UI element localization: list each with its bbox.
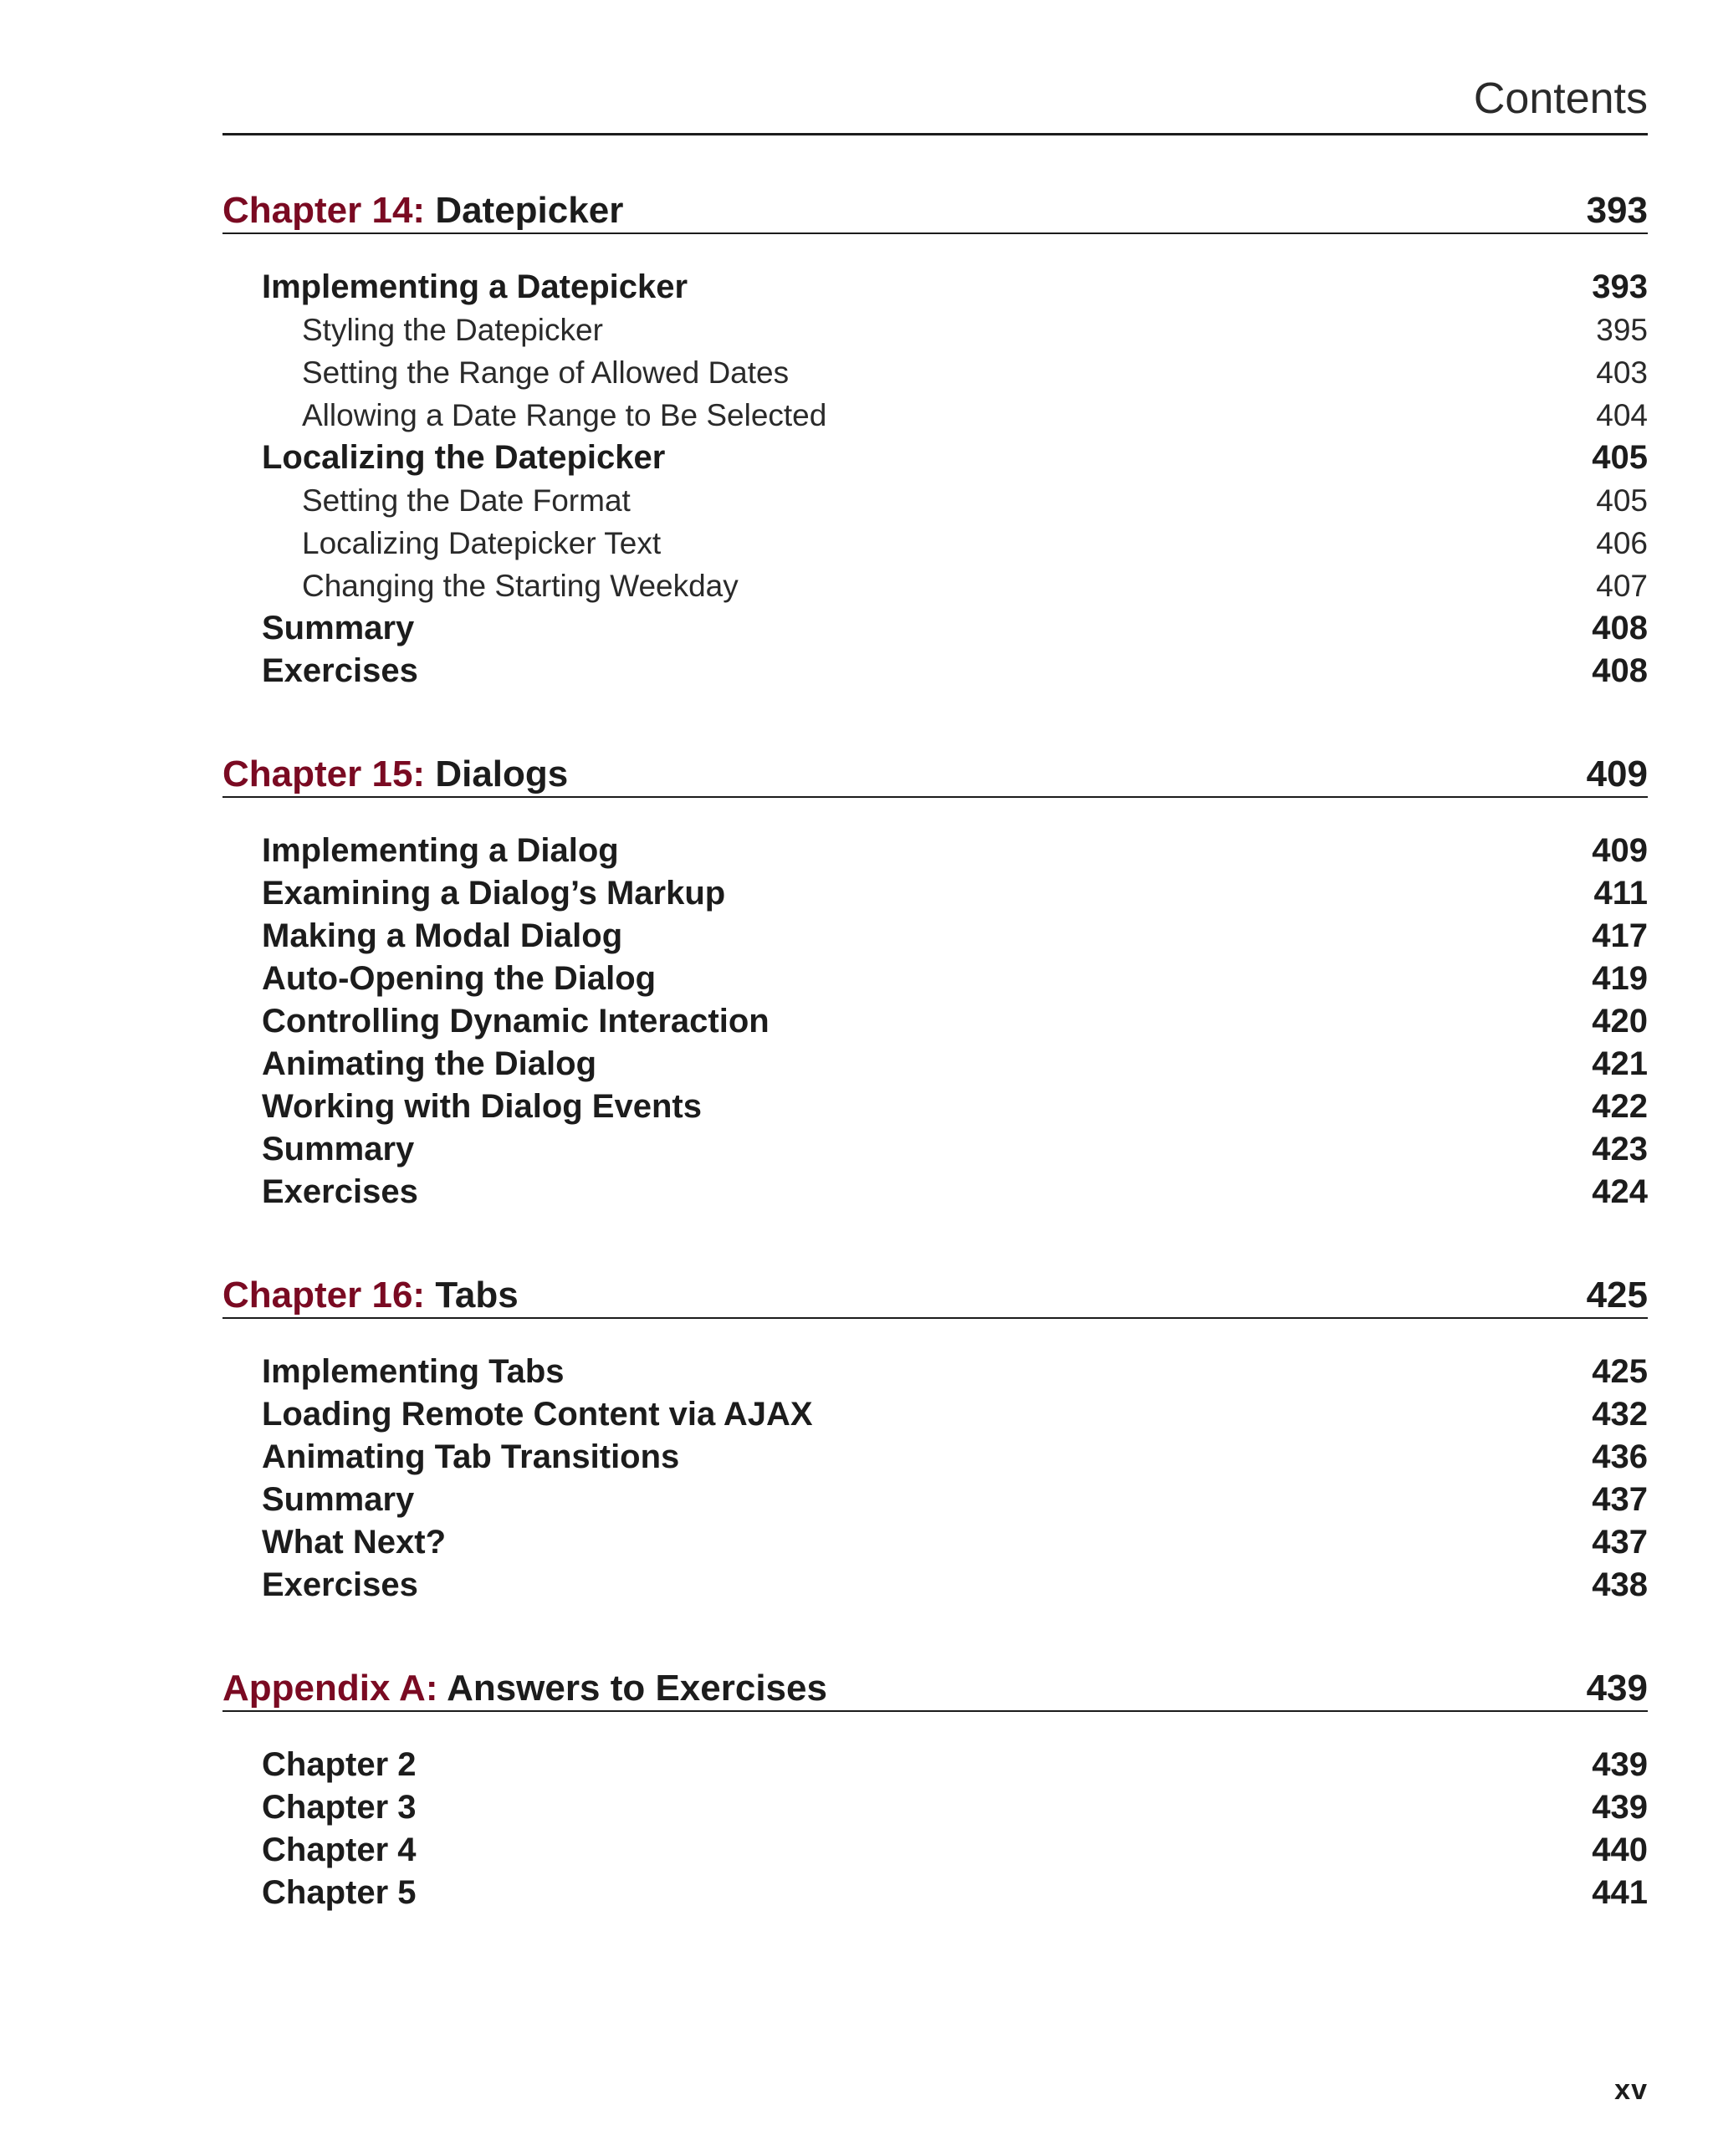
toc-entry-title: Exercises (262, 652, 418, 689)
toc-entry-title: Chapter 4 (262, 1832, 417, 1868)
chapter-title: Datepicker (435, 190, 624, 231)
toc-entry[interactable] (222, 437, 1648, 479)
toc-entry-page: 411 (1593, 875, 1648, 912)
chapter-heading[interactable] (222, 1264, 1648, 1319)
toc-entry-title: Animating Tab Transitions (262, 1438, 680, 1475)
chapter-section (222, 179, 1648, 692)
toc-entry-page: 403 (1596, 355, 1648, 390)
toc-entry[interactable] (222, 1521, 1648, 1564)
chapter-title: Answers to Exercises (447, 1668, 827, 1709)
toc-entry-title: Styling the Datepicker (302, 313, 603, 347)
toc-entry-title: Exercises (262, 1173, 418, 1210)
toc-entry-page: 436 (1592, 1438, 1648, 1475)
chapter-entries (222, 1319, 1648, 1607)
toc-entry-page: 425 (1592, 1353, 1648, 1390)
chapter-prefix: Chapter 14: (222, 190, 426, 231)
toc-entry-page: 438 (1592, 1566, 1648, 1603)
toc-entry-title: Chapter 3 (262, 1789, 417, 1826)
toc-entry-page: 441 (1592, 1874, 1648, 1911)
toc-entry-title: Animating the Dialog (262, 1045, 596, 1082)
chapter-label (222, 756, 568, 793)
page-number: xv (1614, 2074, 1648, 2106)
toc-entry[interactable] (222, 309, 1648, 351)
chapter-page-number: 439 (1586, 1668, 1648, 1709)
running-header (222, 0, 1648, 135)
toc-entry-title: Chapter 2 (262, 1746, 417, 1783)
chapter-section (222, 1264, 1648, 1607)
toc-entry-page: 393 (1592, 268, 1648, 305)
chapter-title: Tabs (435, 1275, 519, 1316)
toc-entry-page: 405 (1592, 439, 1648, 476)
chapter-prefix: Chapter 16: (222, 1275, 426, 1316)
toc-entry[interactable] (222, 607, 1648, 650)
toc-entry-page: 422 (1592, 1088, 1648, 1125)
toc-entry-page: 405 (1596, 483, 1648, 518)
toc-entry-page: 409 (1592, 832, 1648, 869)
toc-entry-page: 408 (1592, 610, 1648, 646)
toc-entry-page: 407 (1596, 569, 1648, 603)
toc-entry-page: 439 (1592, 1746, 1648, 1783)
toc-entry[interactable] (222, 1351, 1648, 1393)
toc-entry-page: 424 (1592, 1173, 1648, 1210)
toc-entry[interactable] (222, 650, 1648, 692)
chapter-label (222, 1670, 827, 1707)
toc-entry-title: Working with Dialog Events (262, 1088, 702, 1125)
toc-entry-title: Auto-Opening the Dialog (262, 960, 657, 997)
toc-entry-page: 440 (1592, 1832, 1648, 1868)
toc-entry[interactable] (222, 1128, 1648, 1171)
toc-entry[interactable] (222, 1000, 1648, 1043)
toc-entry-page: 437 (1592, 1524, 1648, 1561)
chapter-label (222, 192, 623, 229)
toc-entry-title: Examining a Dialog’s Markup (262, 875, 726, 912)
toc-entry-title: What Next? (262, 1524, 446, 1561)
toc-entry-page: 395 (1596, 313, 1648, 347)
page-title: Contents (1473, 74, 1648, 123)
toc-entry-page: 417 (1592, 917, 1648, 954)
toc-entry-page: 408 (1592, 652, 1648, 689)
chapter-heading[interactable] (222, 1657, 1648, 1712)
table-of-contents (222, 179, 1648, 1914)
toc-entry[interactable] (222, 830, 1648, 872)
toc-entry[interactable] (222, 1171, 1648, 1213)
toc-entry-title: Implementing Tabs (262, 1353, 565, 1390)
toc-entry[interactable] (222, 1086, 1648, 1128)
chapter-prefix: Appendix A: (222, 1668, 438, 1709)
toc-entry-title: Localizing the Datepicker (262, 439, 666, 476)
toc-entry[interactable] (222, 394, 1648, 437)
toc-entry-title: Setting the Date Format (302, 483, 631, 518)
chapter-title: Dialogs (435, 754, 569, 794)
toc-entry-page: 437 (1592, 1481, 1648, 1518)
toc-entry-title: Loading Remote Content via AJAX (262, 1396, 813, 1433)
toc-entry-page: 432 (1592, 1396, 1648, 1433)
toc-entry[interactable] (222, 1436, 1648, 1479)
toc-entry-title: Summary (262, 610, 415, 646)
toc-entry-title: Making a Modal Dialog (262, 917, 623, 954)
chapter-section (222, 1657, 1648, 1914)
toc-entry-title: Allowing a Date Range to Be Selected (302, 398, 827, 432)
toc-entry[interactable] (222, 872, 1648, 915)
toc-entry-page: 439 (1592, 1789, 1648, 1826)
toc-entry-page: 420 (1592, 1003, 1648, 1040)
toc-entry-page: 423 (1592, 1131, 1648, 1167)
toc-entry[interactable] (222, 1829, 1648, 1872)
toc-entry[interactable] (222, 1393, 1648, 1436)
chapter-page-number: 409 (1586, 754, 1648, 794)
chapter-heading[interactable] (222, 179, 1648, 234)
chapter-page-number: 425 (1586, 1275, 1648, 1316)
toc-entry-page: 421 (1592, 1045, 1648, 1082)
toc-entry-title: Summary (262, 1481, 415, 1518)
toc-entry-page: 406 (1596, 526, 1648, 560)
toc-page (222, 0, 1648, 1914)
toc-entry[interactable] (222, 915, 1648, 958)
toc-entry[interactable] (222, 1872, 1648, 1914)
chapter-prefix: Chapter 15: (222, 754, 426, 794)
chapter-label (222, 1277, 519, 1314)
chapter-entries (222, 1712, 1648, 1914)
toc-entry[interactable] (222, 1744, 1648, 1786)
toc-entry-title: Changing the Starting Weekday (302, 569, 739, 603)
chapter-section (222, 743, 1648, 1213)
toc-entry-title: Implementing a Datepicker (262, 268, 688, 305)
toc-entry-title: Implementing a Dialog (262, 832, 619, 869)
toc-entry-page: 419 (1592, 960, 1648, 997)
toc-entry[interactable] (222, 565, 1648, 607)
toc-entry[interactable] (222, 1786, 1648, 1829)
toc-entry[interactable] (222, 1043, 1648, 1086)
chapter-entries (222, 798, 1648, 1213)
toc-entry-title: Chapter 5 (262, 1874, 417, 1911)
toc-entry[interactable] (222, 351, 1648, 394)
chapter-entries (222, 234, 1648, 692)
toc-entry-page: 404 (1596, 398, 1648, 432)
toc-entry[interactable] (222, 958, 1648, 1000)
toc-entry-title: Summary (262, 1131, 415, 1167)
toc-entry-title: Setting the Range of Allowed Dates (302, 355, 790, 390)
chapter-page-number: 393 (1586, 190, 1648, 231)
toc-entry[interactable] (222, 1479, 1648, 1521)
toc-entry[interactable] (222, 266, 1648, 309)
chapter-heading[interactable] (222, 743, 1648, 798)
toc-entry-title: Exercises (262, 1566, 418, 1603)
toc-entry-title: Controlling Dynamic Interaction (262, 1003, 770, 1040)
toc-entry[interactable] (222, 479, 1648, 522)
toc-entry-title: Localizing Datepicker Text (302, 526, 662, 560)
toc-entry[interactable] (222, 522, 1648, 565)
toc-entry[interactable] (222, 1564, 1648, 1607)
